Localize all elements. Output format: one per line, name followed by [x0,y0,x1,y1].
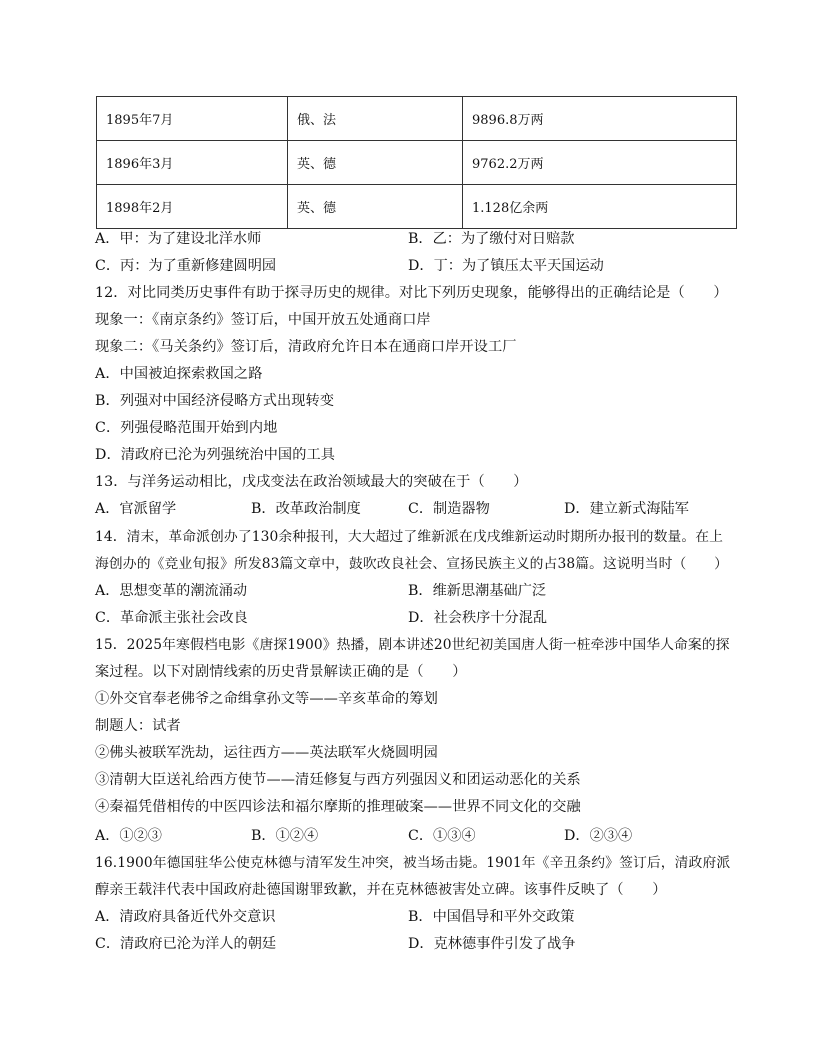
table-cell-date: 1898年2月 [97,185,288,229]
table-row [97,141,737,185]
q15-option-b: B．①②④ [251,828,319,844]
q14-option-a: A．思想变革的潮流涌动 [95,583,248,599]
q16-option-d: D．克林德事件引发了战争 [408,936,576,952]
q15-item-1: ①外交官奉老佛爷之命缉拿孙文等——辛亥革命的筹划 [95,691,438,707]
q11-option-b: B．乙：为了缴付对日赔款 [408,231,575,247]
q12-option-c: C．列强侵略范围开始到内地 [95,420,278,436]
q14-stem-line-2: 海创办的《竞业旬报》所发83篇文章中，鼓吹改良社会、宣扬民族主义的占38篇。这说明当时（ ） [95,556,729,572]
q14-option-d: D．社会秩序十分混乱 [408,610,548,626]
table-cell-amount: 1.128亿余两 [463,185,737,229]
q16-option-c: C．清政府已沦为洋人的朝廷 [95,936,277,952]
q12-phenomenon-2: 现象二：《马关条约》签订后，清政府允许日本在通商口岸开设工厂 [95,339,517,355]
q11-option-d: D．丁：为了镇压太平天国运动 [408,258,604,274]
q15-item-3: ③清朝大臣送礼给西方使节——清廷修复与西方列强因义和团运动恶化的关系 [95,772,581,788]
q12-option-d: D．清政府已沦为列强统治中国的工具 [95,447,336,463]
q12-stem: 12．对比同类历史事件有助于探寻历史的规律。对比下列历史现象，能够得出的正确结论是（ ） [95,285,728,301]
q13-option-d: D．建立新式海陆军 [564,501,689,517]
q15-item-2: ②佛头被联军洗劫，运往西方——英法联军火烧圆明园 [95,745,438,761]
table-cell-country: 英、德 [288,185,463,229]
q14-option-b: B．维新思潮基础广泛 [408,583,547,599]
q11-option-c: C．丙：为了重新修建圆明园 [95,258,277,274]
q12-phenomenon-1: 现象一：《南京条约》签订后，中国开放五处通商口岸 [95,312,431,328]
q15-stem-line-1: 15．2025年寒假档电影《唐探1900》热播，剧本讲述20世纪初美国唐人街一桩牵涉中国华人命案的探 [95,637,730,653]
q16-stem-line-1: 16.1900年德国驻华公使克林德与清军发生冲突，被当场击毙。1901年《辛丑条约》签订后，清政府派 [95,855,731,871]
q15-option-c: C．①③④ [408,828,476,844]
table-cell-amount: 9896.8万两 [463,97,737,141]
q16-option-b: B．中国倡导和平外交政策 [408,909,575,925]
loan-table [96,96,737,229]
q16-option-a: A．清政府具备近代外交意识 [95,909,276,925]
q11-option-a: A．甲：为了建设北洋水师 [95,231,262,247]
table-cell-date: 1895年7月 [97,97,288,141]
q16-stem-line-2: 醇亲王载沣代表中国政府赴德国谢罪致歉，并在克林德被害处立碑。该事件反映了（ ） [95,882,667,898]
table-row [97,185,737,229]
table-row [97,97,737,141]
q13-stem: 13．与洋务运动相比，戊戌变法在政治领域最大的突破在于（ ） [95,474,528,490]
table-cell-country: 英、德 [288,141,463,185]
table-cell-date: 1896年3月 [97,141,288,185]
table-cell-amount: 9762.2万两 [463,141,737,185]
q12-option-b: B．列强对中国经济侵略方式出现转变 [95,393,335,409]
q15-stem-line-2: 案过程。以下对剧情线索的历史背景解读正确的是（ ） [95,664,467,680]
q15-option-d: D．②③④ [564,828,633,844]
q15-option-a: A．①②③ [95,828,162,844]
q13-option-b: B．改革政治制度 [251,501,361,517]
question-maker-note: 制题人：试者 [95,718,181,734]
q13-option-a: A．官派留学 [95,501,177,517]
q14-stem-line-1: 14．清末，革命派创办了130余种报刊，大大超过了维新派在戊戌维新运动时期所办报刊的数量。在上 [95,529,724,545]
table-cell-country: 俄、法 [288,97,463,141]
q12-option-a: A．中国被迫探索救国之路 [95,366,263,382]
q13-option-c: C．制造器物 [408,501,490,517]
q15-item-4: ④秦福凭借相传的中医四诊法和福尔摩斯的推理破案——世界不同文化的交融 [95,799,581,815]
q14-option-c: C．革命派主张社会改良 [95,610,248,626]
